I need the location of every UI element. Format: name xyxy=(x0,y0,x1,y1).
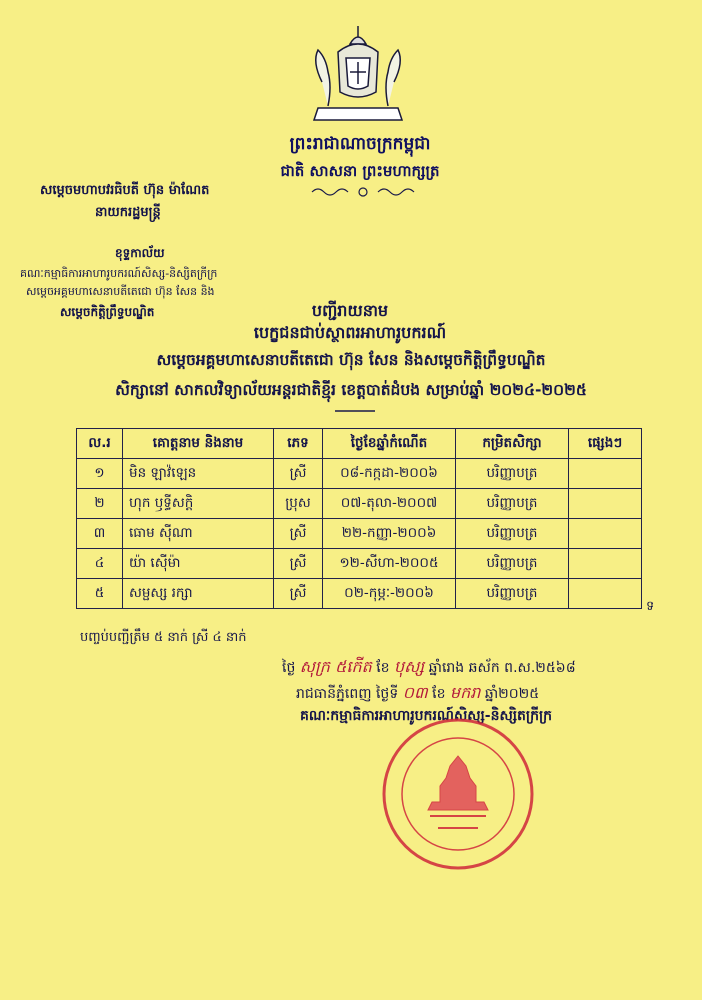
month-label: ខែ xyxy=(432,686,446,702)
committee-label: គណៈកម្មាធិការអាហារូបករណ៍សិស្ស-និស្សិតក្រីក្រ xyxy=(20,267,218,280)
kingdom-heading: ព្រះរាជាណាចក្រកម្ពុជា xyxy=(289,134,431,154)
document-subtitle: បេក្ខជនជាប់ស្ថាពរអាហារូបករណ៍ xyxy=(253,323,447,342)
cell-no: ២ xyxy=(77,489,123,519)
handwritten-month: បុស្ស xyxy=(394,657,425,676)
cell-no: ៥ xyxy=(77,579,123,609)
table-row xyxy=(77,459,642,489)
handwritten-day: សុក្រ ៥កើត xyxy=(299,657,372,676)
cell-name: យ៉ា ស៊ើម៉ា xyxy=(123,549,274,579)
margin-mark: ទ xyxy=(646,599,655,614)
table-row xyxy=(77,489,642,519)
cell-name: ធោម ស៊ីណា xyxy=(123,519,274,549)
cell-other xyxy=(569,459,642,489)
university-and-year: សិក្សានៅ សាកលវិទ្យាល័យអន្តរជាតិខ្មុីរ ខេត្តបាត់ដំបង សម្រាប់ឆ្នាំ ២០២៤-២០២៥ xyxy=(115,381,587,399)
prime-minister-title: នាយករដ្ឋមន្ត្រី xyxy=(95,205,161,220)
day-prefix: ថ្ងៃ xyxy=(282,660,296,676)
handwritten-month-name: មករា xyxy=(449,683,481,702)
cell-name: មិន ឡាវ៉ឡេន xyxy=(123,459,274,489)
official-seal-icon xyxy=(380,716,536,872)
lunar-year: ឆ្នាំរោង ឆស័ក ព.ស.២៥៦៨ xyxy=(428,660,576,676)
cell-level: បរិញ្ញាបត្រ xyxy=(456,489,569,519)
place-and-day-label: រាជធានីភ្នំពេញ ថ្ងៃទី xyxy=(296,686,399,702)
prime-minister-name: សម្តេចមហាបវរធិបតី ហ៊ុន ម៉ាណែត xyxy=(40,183,210,198)
cell-level: បរិញ្ញាបត្រ xyxy=(456,579,569,609)
list-summary: បញ្ចប់បញ្ជីត្រឹម ៥ នាក់ ស្រី ៤ នាក់ xyxy=(80,630,247,645)
solar-year: ឆ្នាំ២០២៥ xyxy=(484,686,540,702)
committee-patron-line-2: សម្តេចកិត្តិព្រឹទ្ធបណ្ឌិត xyxy=(60,305,155,319)
table-row xyxy=(77,519,642,549)
signing-authority: គណៈកម្មាធិការអាហារូបករណ៍សិស្ស-និស្សិតក្រីក្រ xyxy=(300,708,553,724)
cell-sex: ប្រុស xyxy=(274,489,323,519)
header-other: ផ្សេងៗ xyxy=(569,429,642,459)
cell-other xyxy=(569,549,642,579)
document-title: បញ្ជីរាយនាម xyxy=(311,301,389,320)
cell-no: ៣ xyxy=(77,519,123,549)
cell-other xyxy=(569,579,642,609)
cell-no: ១ xyxy=(77,459,123,489)
header-dob: ថ្ងៃខែឆ្នាំកំណើត xyxy=(323,429,456,459)
title-underline-ornament-icon xyxy=(335,406,375,416)
cell-sex: ស្រី xyxy=(274,459,323,489)
committee-patron-line: សម្តេចអគ្គមហាសេនាបតីតេជោ ហ៊ុន សែន និង xyxy=(26,285,215,298)
cell-level: បរិញ្ញាបត្រ xyxy=(456,519,569,549)
month-prefix: ខែ xyxy=(376,660,390,676)
solar-date-line xyxy=(296,682,676,706)
cell-name: ហុក ឫទ្ធីសក្តិ xyxy=(123,489,274,519)
cell-other xyxy=(569,489,642,519)
candidate-table xyxy=(76,428,642,609)
cell-dob: ០៨-កក្កដា-២០០៦ xyxy=(323,459,456,489)
decorative-ornament-icon xyxy=(308,184,418,200)
handwritten-day-number: ០៣ xyxy=(402,683,428,702)
cell-name: សម្ផស្ស រក្សា xyxy=(123,579,274,609)
cell-sex: ស្រី xyxy=(274,549,323,579)
table-row xyxy=(77,549,642,579)
header-no: ល.រ xyxy=(77,429,123,459)
table-row xyxy=(77,579,642,609)
cell-dob: ០៧-តុលា-២០០៧ xyxy=(323,489,456,519)
cell-level: បរិញ្ញាបត្រ xyxy=(456,459,569,489)
header-level: កម្រិតសិក្សា xyxy=(456,429,569,459)
cell-dob: ០២-កុម្ភៈ-២០០៦ xyxy=(323,579,456,609)
cell-sex: ស្រី xyxy=(274,519,323,549)
cell-level: បរិញ្ញាបត្រ xyxy=(456,549,569,579)
cell-dob: ២២-កញ្ញា-២០០៦ xyxy=(323,519,456,549)
cell-dob: ១២-សីហា-២០០៥ xyxy=(323,549,456,579)
cell-other xyxy=(569,519,642,549)
header-sex: ភេទ xyxy=(274,429,323,459)
royal-coat-of-arms-icon xyxy=(298,22,418,132)
cabinet-label: ខុទ្ទកាល័យ xyxy=(115,246,165,260)
cell-no: ៤ xyxy=(77,549,123,579)
table-header-row xyxy=(77,429,642,459)
scholarship-name: សម្តេចអគ្គមហាសេនាបតីតេជោ ហ៊ុន សែន និងសម្តេចកិត្តិព្រឹទ្ធបណ្ឌិត xyxy=(156,351,546,369)
header-name: គោត្តនាម និងនាម xyxy=(123,429,274,459)
cell-sex: ស្រី xyxy=(274,579,323,609)
national-motto: ជាតិ សាសនា ព្រះមហាក្សត្រ xyxy=(280,162,440,180)
lunar-date-line xyxy=(282,656,662,680)
